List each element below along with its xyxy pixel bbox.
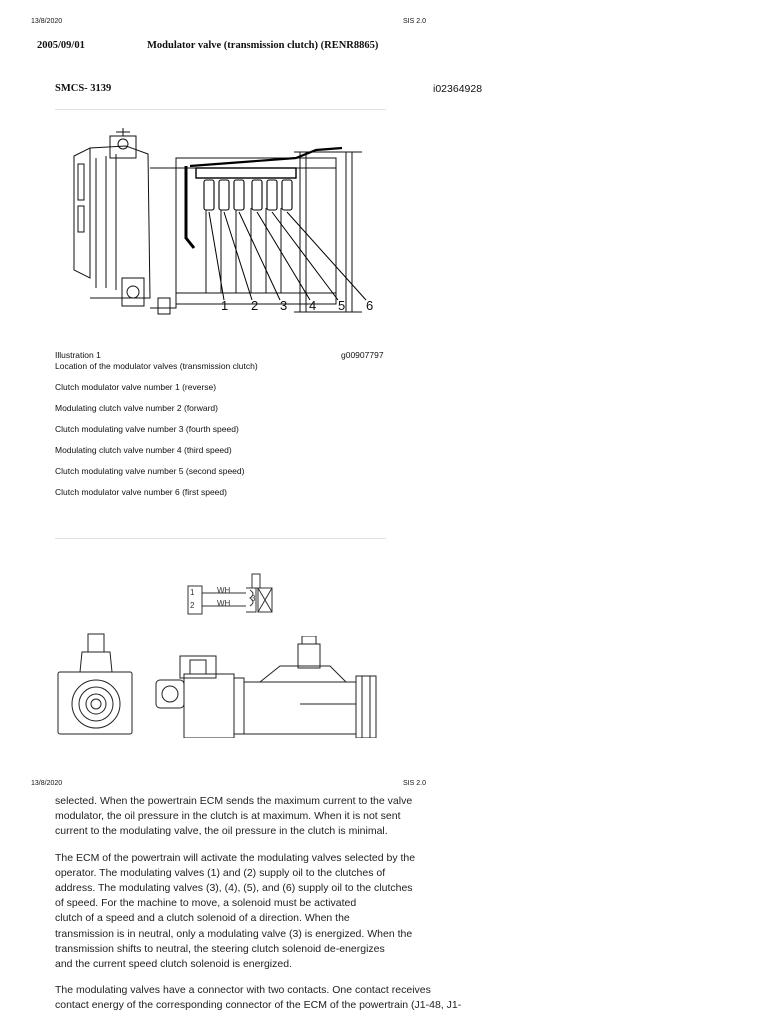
wire-label-1: WH [217,586,231,595]
callout-5: 5 [338,298,346,313]
text-line: transmission shifts to neutral, the steering clutch solenoid de-energizes [55,942,385,955]
valve-list-item-4: Modulating clutch valve number 4 (third speed) [55,445,232,455]
valve-list-item-2: Modulating clutch valve number 2 (forward) [55,403,218,413]
wiring-schematic [186,572,282,616]
document-date: 2005/09/01 [37,40,85,51]
callout-2: 2 [251,298,259,313]
paragraph-3 [55,983,475,1013]
valve-list-item-1: Clutch modulator valve number 1 (reverse) [55,382,217,392]
sis-version-page2: SIS 2.0 [403,780,426,787]
valve-list-item-6: Clutch modulator valve number 6 (first speed) [55,487,227,497]
page2-body [55,794,475,1025]
print-date: 13/8/2020 [31,18,63,25]
text-line: The ECM of the powertrain will activate the modulating valves selected by the [55,851,416,864]
connector-pin-2: 2 [190,601,195,610]
illustration-id: g00907797 [341,350,384,360]
callout-4: 4 [309,298,317,313]
solenoid-label: 3 [251,594,256,603]
text-line: The modulating valves have a connector with two contacts. One contact receives [55,984,431,997]
transmission-illustration [66,128,386,320]
valve-list-item-3: Clutch modulating valve number 3 (fourth speed) [55,424,239,434]
paragraph-2 [55,851,475,973]
text-line: and the current speed clutch solenoid is energized. [55,958,292,971]
illustration-caption: Location of the modulator valves (transmission clutch) [55,361,258,371]
illustration-label: Illustration 1 [55,350,101,360]
divider-top [55,109,386,110]
text-line: address. The modulating valves (3), (4), (5), and (6) supply oil to the clutches [55,882,413,895]
document-id: i02364928 [433,83,483,95]
document-title: Modulator valve (transmission clutch) (RENR8865) [147,40,379,51]
valve-list-item-5: Clutch modulating valve number 5 (second speed) [55,466,245,476]
callout-1: 1 [221,298,229,313]
sis-version: SIS 2.0 [403,18,426,25]
callout-6: 6 [366,298,374,313]
text-line: transmission is in neutral, only a modulating valve (3) is energized. When the [55,927,413,940]
smcs-code: SMCS- 3139 [55,83,112,94]
text-line: clutch of a speed and a clutch solenoid of a direction. When the [55,912,350,925]
connector-pin-1: 1 [190,588,195,597]
valve-end-view [56,632,136,738]
paragraph-1 [55,794,475,840]
callout-3: 3 [280,298,288,313]
text-line: current to the modulating valve, the oil pressure in the clutch is minimal. [55,825,388,838]
print-date-page2: 13/8/2020 [31,780,63,787]
divider-middle [55,538,386,539]
text-line: selected. When the powertrain ECM sends the maximum current to the valve [55,795,413,807]
wire-label-2: WH [217,599,231,608]
text-line: of speed. For the machine to move, a solenoid must be activated [55,897,357,910]
valve-side-view [150,636,382,738]
text-line: modulator, the oil pressure in the clutch is at maximum. When it is not sent [55,810,401,823]
text-line: contact energy of the corresponding connector of the ECM of the powertrain (J1-48, J1- [55,999,462,1012]
text-line: operator. The modulating valves (1) and (2) supply oil to the clutches of [55,866,386,879]
